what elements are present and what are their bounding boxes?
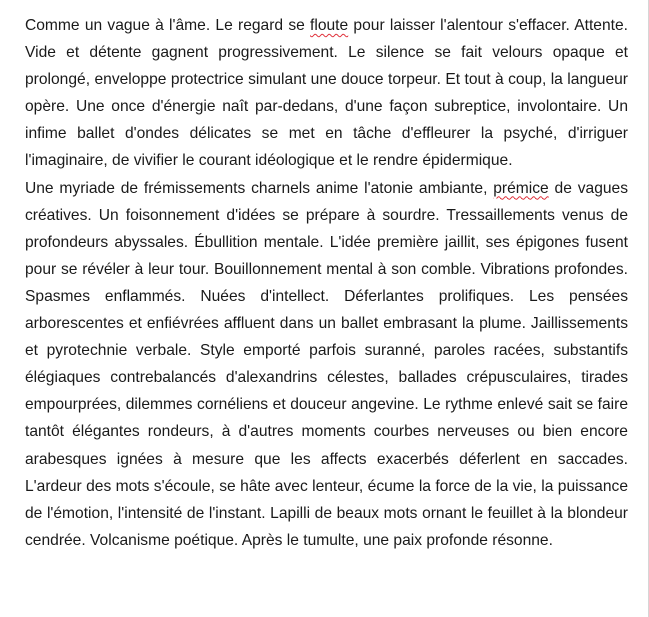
paragraph-2-text: de vagues créatives. Un foisonnement d'idées se prépare à sourdre. Tressaillements venus de profondeurs abyssales. Ébullition mentale. L'idée première jaillit, ses épigones fusent pour se révéler à leur tour. Bouillonnement mental à son comble. Vibrations profondes. Spasmes enflammés. Nuées d'intellect. Déferlantes prolifiques. Les pensées arborescentes et enfiévrées affluent dans un ballet embrasant la plume. Jaillissements et pyrotechnie verbale. Style emporté parfois suranné, paroles racées, substantifs élégiaques contrebalancés d'alexandrins célestes, ballades crépusculaires, tirades empourprées, dilemmes cornéliens et douceur angevine. Le rythme enlevé sait se faire tantôt élégantes rondeurs, à d'autres moments courbes nerveuses ou bien encore arabesques ignées à mesure que les affects exacerbés déferlent en saccades. L'ardeur des mots s'écoule, se hâte avec lenteur, écume la force de la vie, la puissance de l'émotion, l'intensité de l'instant. Lapilli de beaux mots ornant le feuillet à la blondeur cendrée. Volcanisme poétique. Après le tumulte, une paix profonde résonne.	[25, 179, 629, 549]
paragraph-1-text: Comme un vague à l'âme. Le regard se	[25, 17, 311, 34]
paragraph-2-text: Une myriade de frémissements charnels anime l'atonie ambiante,	[25, 179, 494, 197]
paragraph-2	[25, 175, 628, 554]
misspelled-word-premice[interactable]: prémice	[493, 179, 549, 197]
misspelled-word-floute[interactable]: floute	[310, 17, 349, 34]
paragraph-1	[25, 12, 628, 175]
document-body[interactable]	[25, 12, 628, 554]
paragraph-1-text: pour laisser l'alentour s'effacer. Attente. Vide et détente gagnent progressivement. Le silence se fait velours opaque et prolongé, enveloppe protectrice simulant une douce torpeur. Et tout à coup, la langueur opère. Une once d'énergie naît par-dedans, d'une façon subreptice, involontaire. Un infime ballet d'ondes délicates se met en tâche d'effleurer la psyché, d'irriguer l'imaginaire, de vivifier le courant idéologique et le rendre épidermique.	[25, 17, 628, 170]
